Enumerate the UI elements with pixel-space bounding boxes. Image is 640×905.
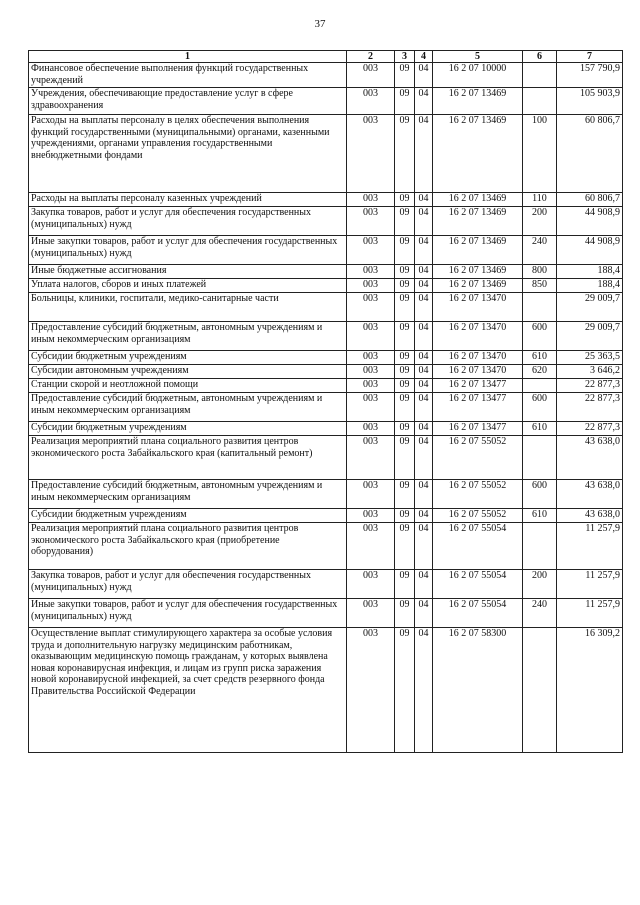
table-row	[29, 436, 623, 480]
row-ved: 003	[347, 599, 395, 628]
row-vr	[523, 88, 557, 115]
row-amount: 44 908,9	[557, 207, 623, 236]
row-name: Расходы на выплаты персоналу в целях обеспечения выполнения функций государственными (муниципальными) органами, казенными учреждениями, органами управления государственными внебюджетными фондами	[29, 115, 347, 193]
row-csr: 16 2 07 13470	[433, 351, 523, 365]
row-vr	[523, 63, 557, 88]
row-rz: 09	[395, 236, 415, 265]
table-row	[29, 322, 623, 351]
row-ved: 003	[347, 393, 395, 422]
row-ved: 003	[347, 422, 395, 436]
row-ved: 003	[347, 293, 395, 322]
row-name: Субсидии бюджетным учреждениям	[29, 422, 347, 436]
row-csr: 16 2 07 55054	[433, 599, 523, 628]
row-csr: 16 2 07 13470	[433, 322, 523, 351]
table-row	[29, 236, 623, 265]
row-name: Иные закупки товаров, работ и услуг для обеспечения государственных (муниципальных) нужд	[29, 599, 347, 628]
row-vr: 850	[523, 279, 557, 293]
row-name: Иные закупки товаров, работ и услуг для обеспечения государственных (муниципальных) нужд	[29, 236, 347, 265]
table-row	[29, 509, 623, 523]
row-amount: 22 877,3	[557, 422, 623, 436]
row-amount: 11 257,9	[557, 570, 623, 599]
row-csr: 16 2 07 10000	[433, 63, 523, 88]
row-csr: 16 2 07 13477	[433, 422, 523, 436]
row-csr: 16 2 07 13469	[433, 88, 523, 115]
row-vr	[523, 436, 557, 480]
row-ved: 003	[347, 265, 395, 279]
row-ved: 003	[347, 193, 395, 207]
row-rz: 09	[395, 351, 415, 365]
row-ved: 003	[347, 628, 395, 753]
col-header-rz: 3	[395, 51, 415, 63]
row-csr: 16 2 07 13469	[433, 236, 523, 265]
row-ved: 003	[347, 63, 395, 88]
table-row	[29, 265, 623, 279]
table-row	[29, 88, 623, 115]
row-pr: 04	[415, 207, 433, 236]
table-row	[29, 365, 623, 379]
row-vr	[523, 628, 557, 753]
row-csr: 16 2 07 13469	[433, 193, 523, 207]
row-amount: 22 877,3	[557, 379, 623, 393]
row-pr: 04	[415, 293, 433, 322]
row-rz: 09	[395, 115, 415, 193]
row-csr: 16 2 07 55054	[433, 523, 523, 570]
row-pr: 04	[415, 63, 433, 88]
row-pr: 04	[415, 523, 433, 570]
table-row	[29, 480, 623, 509]
row-csr: 16 2 07 13469	[433, 265, 523, 279]
row-amount: 188,4	[557, 279, 623, 293]
table-row	[29, 570, 623, 599]
row-ved: 003	[347, 279, 395, 293]
row-vr: 620	[523, 365, 557, 379]
table-row	[29, 599, 623, 628]
table-row	[29, 193, 623, 207]
row-csr: 16 2 07 13477	[433, 379, 523, 393]
table-row	[29, 279, 623, 293]
col-header-amount: 7	[557, 51, 623, 63]
row-ved: 003	[347, 88, 395, 115]
row-csr: 16 2 07 55052	[433, 480, 523, 509]
row-amount: 188,4	[557, 265, 623, 279]
row-name: Предоставление субсидий бюджетным, автономным учреждениям и иным некоммерческим организациям	[29, 480, 347, 509]
row-pr: 04	[415, 279, 433, 293]
row-rz: 09	[395, 393, 415, 422]
row-name: Уплата налогов, сборов и иных платежей	[29, 279, 347, 293]
row-vr: 610	[523, 422, 557, 436]
row-amount: 25 363,5	[557, 351, 623, 365]
row-rz: 09	[395, 570, 415, 599]
row-name: Больницы, клиники, госпитали, медико-санитарные части	[29, 293, 347, 322]
row-ved: 003	[347, 379, 395, 393]
row-rz: 09	[395, 599, 415, 628]
row-pr: 04	[415, 628, 433, 753]
row-name: Расходы на выплаты персоналу казенных учреждений	[29, 193, 347, 207]
row-name: Предоставление субсидий бюджетным, автономным учреждениям и иным некоммерческим организациям	[29, 393, 347, 422]
row-name: Осуществление выплат стимулирующего характера за особые условия труда и дополнительную нагрузку медицинским работникам, оказывающим медицинскую помощь гражданам, у которых выявлена новая коронавирусная инфекция, и лицам из групп риска заражения новой коронавирусной инфекцией, за счет средств резервного фонда Правительства Российской Федерации	[29, 628, 347, 753]
row-amount: 43 638,0	[557, 509, 623, 523]
row-vr: 100	[523, 115, 557, 193]
row-vr: 610	[523, 351, 557, 365]
col-header-vr: 6	[523, 51, 557, 63]
table-row	[29, 379, 623, 393]
row-vr	[523, 523, 557, 570]
row-rz: 09	[395, 193, 415, 207]
row-csr: 16 2 07 55052	[433, 436, 523, 480]
table-row	[29, 293, 623, 322]
row-pr: 04	[415, 236, 433, 265]
row-vr: 600	[523, 322, 557, 351]
row-ved: 003	[347, 570, 395, 599]
row-csr: 16 2 07 13477	[433, 393, 523, 422]
row-vr: 240	[523, 236, 557, 265]
row-pr: 04	[415, 480, 433, 509]
row-rz: 09	[395, 293, 415, 322]
row-pr: 04	[415, 509, 433, 523]
row-pr: 04	[415, 393, 433, 422]
row-name: Закупка товаров, работ и услуг для обеспечения государственных (муниципальных) нужд	[29, 570, 347, 599]
table-row	[29, 115, 623, 193]
row-ved: 003	[347, 236, 395, 265]
row-name: Реализация мероприятий плана социального развития центров экономического роста Забайкальского края (капитальный ремонт)	[29, 436, 347, 480]
row-rz: 09	[395, 279, 415, 293]
row-rz: 09	[395, 379, 415, 393]
row-rz: 09	[395, 322, 415, 351]
col-header-ved: 2	[347, 51, 395, 63]
row-amount: 105 903,9	[557, 88, 623, 115]
row-rz: 09	[395, 63, 415, 88]
row-name: Финансовое обеспечение выполнения функций государственных учреждений	[29, 63, 347, 88]
row-ved: 003	[347, 351, 395, 365]
col-header-name: 1	[29, 51, 347, 63]
row-vr: 200	[523, 570, 557, 599]
row-vr: 600	[523, 393, 557, 422]
row-ved: 003	[347, 509, 395, 523]
row-name: Реализация мероприятий плана социального развития центров экономического роста Забайкальского края (приобретение оборудования)	[29, 523, 347, 570]
row-csr: 16 2 07 58300	[433, 628, 523, 753]
row-ved: 003	[347, 436, 395, 480]
row-rz: 09	[395, 436, 415, 480]
row-amount: 16 309,2	[557, 628, 623, 753]
row-ved: 003	[347, 365, 395, 379]
row-amount: 43 638,0	[557, 480, 623, 509]
table-row	[29, 351, 623, 365]
row-rz: 09	[395, 207, 415, 236]
row-pr: 04	[415, 570, 433, 599]
row-name: Субсидии автономным учреждениям	[29, 365, 347, 379]
row-vr: 200	[523, 207, 557, 236]
table-row	[29, 628, 623, 753]
row-ved: 003	[347, 115, 395, 193]
header-row	[29, 51, 623, 63]
row-csr: 16 2 07 55054	[433, 570, 523, 599]
row-vr: 600	[523, 480, 557, 509]
row-vr: 800	[523, 265, 557, 279]
table-row	[29, 63, 623, 88]
row-amount: 44 908,9	[557, 236, 623, 265]
row-pr: 04	[415, 351, 433, 365]
row-amount: 3 646,2	[557, 365, 623, 379]
row-amount: 29 009,7	[557, 322, 623, 351]
row-pr: 04	[415, 365, 433, 379]
row-pr: 04	[415, 599, 433, 628]
table-row	[29, 207, 623, 236]
row-name: Иные бюджетные ассигнования	[29, 265, 347, 279]
row-csr: 16 2 07 55052	[433, 509, 523, 523]
row-vr: 240	[523, 599, 557, 628]
row-name: Предоставление субсидий бюджетным, автономным учреждениям и иным некоммерческим организациям	[29, 322, 347, 351]
table-row	[29, 422, 623, 436]
row-vr: 610	[523, 509, 557, 523]
row-pr: 04	[415, 379, 433, 393]
table-row	[29, 523, 623, 570]
row-ved: 003	[347, 207, 395, 236]
row-amount: 43 638,0	[557, 436, 623, 480]
row-rz: 09	[395, 480, 415, 509]
row-amount: 60 806,7	[557, 193, 623, 207]
row-name: Субсидии бюджетным учреждениям	[29, 509, 347, 523]
row-csr: 16 2 07 13470	[433, 293, 523, 322]
row-rz: 09	[395, 523, 415, 570]
row-rz: 09	[395, 628, 415, 753]
row-rz: 09	[395, 88, 415, 115]
row-pr: 04	[415, 115, 433, 193]
row-pr: 04	[415, 265, 433, 279]
page-number: 37	[314, 18, 326, 30]
row-ved: 003	[347, 523, 395, 570]
row-vr: 110	[523, 193, 557, 207]
row-amount: 60 806,7	[557, 115, 623, 193]
row-rz: 09	[395, 265, 415, 279]
row-rz: 09	[395, 422, 415, 436]
row-csr: 16 2 07 13469	[433, 207, 523, 236]
row-pr: 04	[415, 193, 433, 207]
row-csr: 16 2 07 13469	[433, 115, 523, 193]
row-amount: 157 790,9	[557, 63, 623, 88]
row-pr: 04	[415, 422, 433, 436]
row-amount: 22 877,3	[557, 393, 623, 422]
row-rz: 09	[395, 509, 415, 523]
table-row	[29, 393, 623, 422]
row-pr: 04	[415, 436, 433, 480]
row-ved: 003	[347, 322, 395, 351]
row-amount: 11 257,9	[557, 523, 623, 570]
row-pr: 04	[415, 88, 433, 115]
col-header-pr: 4	[415, 51, 433, 63]
row-csr: 16 2 07 13470	[433, 365, 523, 379]
row-csr: 16 2 07 13469	[433, 279, 523, 293]
budget-table	[28, 50, 623, 753]
row-ved: 003	[347, 480, 395, 509]
row-pr: 04	[415, 322, 433, 351]
row-rz: 09	[395, 365, 415, 379]
row-amount: 11 257,9	[557, 599, 623, 628]
row-name: Закупка товаров, работ и услуг для обеспечения государственных (муниципальных) нужд	[29, 207, 347, 236]
row-name: Субсидии бюджетным учреждениям	[29, 351, 347, 365]
row-amount: 29 009,7	[557, 293, 623, 322]
row-name: Станции скорой и неотложной помощи	[29, 379, 347, 393]
row-vr	[523, 293, 557, 322]
col-header-csr: 5	[433, 51, 523, 63]
row-vr	[523, 379, 557, 393]
row-name: Учреждения, обеспечивающие предоставление услуг в сфере здравоохранения	[29, 88, 347, 115]
